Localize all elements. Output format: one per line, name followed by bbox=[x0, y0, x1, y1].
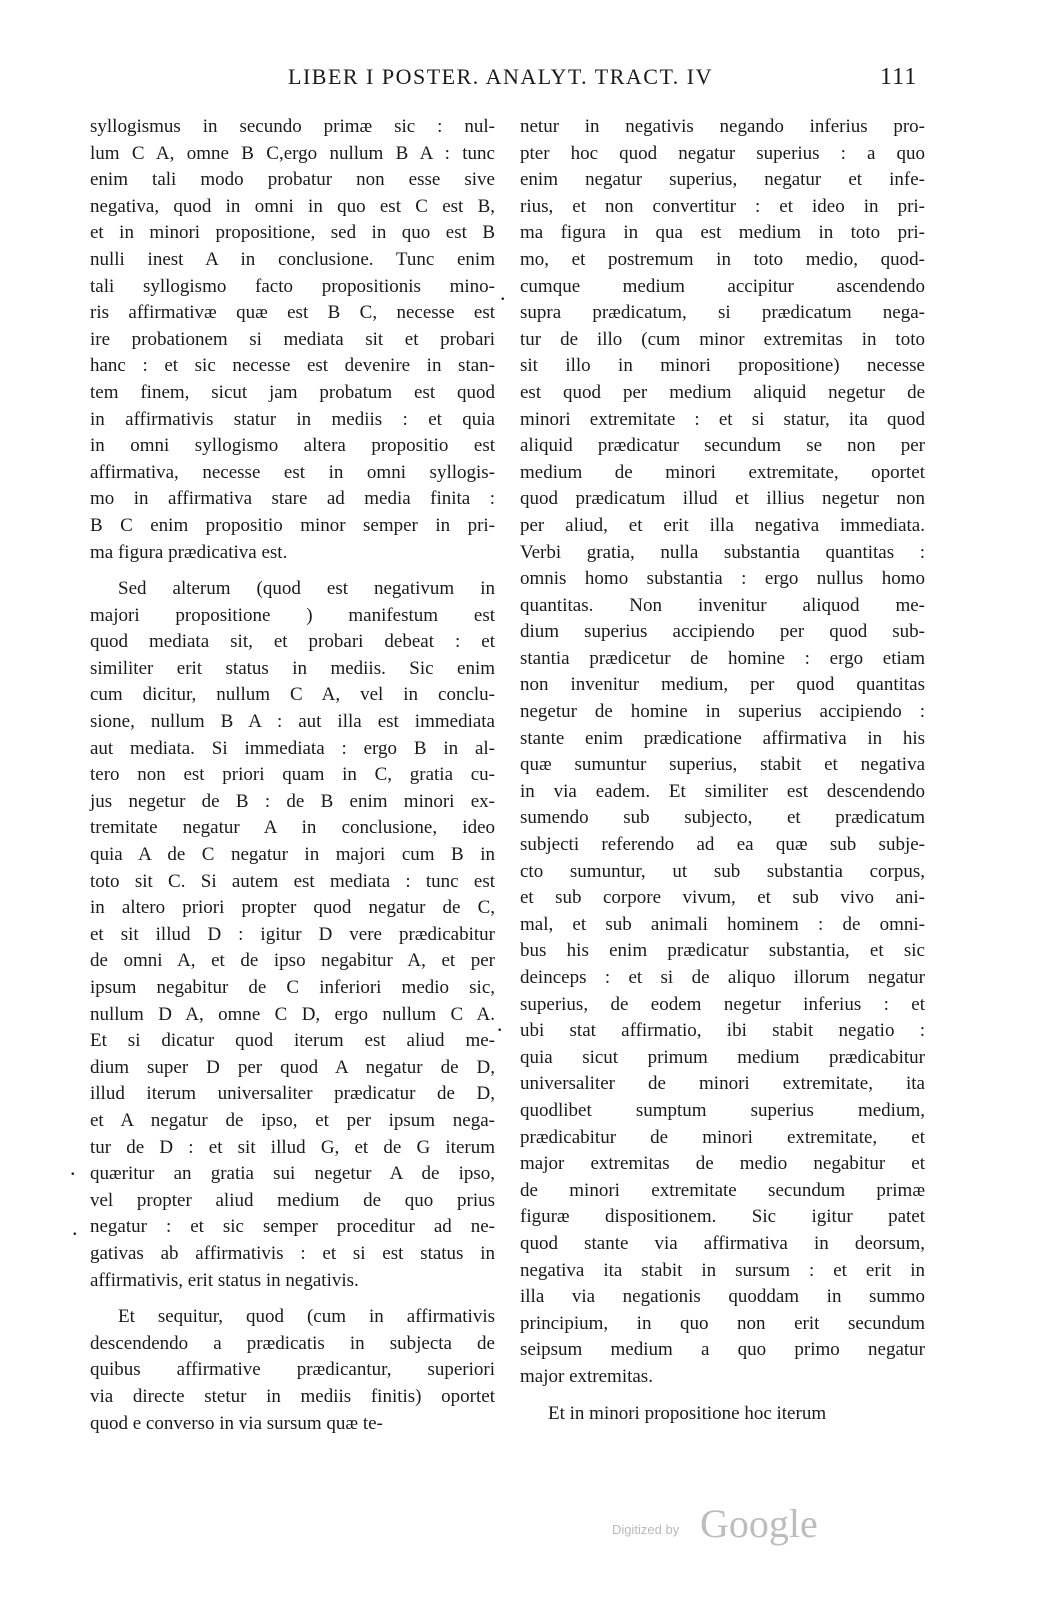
text-line: ris affirmativæ quæ est B C, necesse est bbox=[90, 302, 495, 324]
text-line: non invenitur medium, per quod quantitas bbox=[520, 674, 925, 696]
text-line: stante enim prædicatione affirmativa in his bbox=[520, 727, 925, 749]
text-line: aut mediata. Si immediata : ergo B in al- bbox=[90, 737, 495, 759]
text-line: ubi stat affirmatio, ibi stabit negatio : bbox=[520, 1020, 925, 1042]
google-logo: Google bbox=[700, 1501, 818, 1546]
text-line: Et in minori propositione hoc iterum bbox=[548, 1402, 827, 1424]
text-line: deinceps : et si de aliquo illorum negatur bbox=[520, 967, 925, 988]
text-line: gativas ab affirmativis : et si est status in bbox=[90, 1242, 495, 1264]
text-line: et sub corpore vivum, et sub vivo ani- bbox=[520, 887, 925, 909]
page-header bbox=[0, 64, 1061, 98]
paragraph bbox=[90, 114, 495, 566]
text-line: ipsum negabitur de C inferiori medio sic, bbox=[90, 977, 495, 998]
digitization-watermark bbox=[0, 1500, 1061, 1560]
text-line: mo, et postremum in toto medio, quod- bbox=[520, 248, 925, 270]
text-line: toto sit C. Si autem est mediata : tunc est bbox=[90, 870, 495, 892]
text-line: universaliter de minori extremitate, ita bbox=[520, 1073, 925, 1095]
text-line: nulli inest A in conclusione. Tunc enim bbox=[90, 248, 495, 270]
text-line: cto sumuntur, ut sub substantia corpus, bbox=[520, 860, 925, 882]
text-line: enim negatur superius, negatur et infe- bbox=[520, 169, 925, 191]
text-line: quod stante via affirmativa in deorsum, bbox=[520, 1232, 925, 1254]
paragraph-gap bbox=[520, 1391, 925, 1401]
text-line: dium superius accipiendo per quod sub- bbox=[520, 621, 925, 643]
text-line: in affirmativis statur in mediis : et quia bbox=[90, 408, 495, 430]
text-line: dium super D per quod A negatur de D, bbox=[90, 1056, 495, 1078]
text-line: illud iterum universaliter prædicatur de D, bbox=[90, 1083, 495, 1105]
text-line: pter hoc quod negatur superius : a quo bbox=[520, 142, 925, 164]
text-line: quibus affirmative prædicantur, superiori bbox=[90, 1359, 495, 1381]
text-line: descendendo a prædicatis in subjecta de bbox=[90, 1332, 495, 1354]
margin-mark: . bbox=[497, 1011, 503, 1036]
text-line: et sit illud D : igitur D vere prædicabitur bbox=[90, 923, 495, 945]
text-line: supra prædicatum, si prædicatum nega- bbox=[520, 302, 925, 324]
text-line: major extremitas. bbox=[520, 1365, 653, 1387]
text-line: quod prædicatum illud et illius negetur non bbox=[520, 488, 925, 510]
text-line: netur in negativis negando inferius pro- bbox=[520, 116, 925, 137]
text-line: quantitas. Non invenitur aliquod me- bbox=[520, 594, 925, 616]
text-line: quodlibet sumptum superius medium, bbox=[520, 1099, 925, 1121]
text-line: Verbi gratia, nulla substantia quantitas : bbox=[520, 541, 925, 563]
text-line: sit illo in minori propositione) necesse bbox=[520, 355, 925, 377]
text-line: Et si dicatur quod iterum est aliud me- bbox=[90, 1030, 495, 1052]
text-line: B C enim propositio minor semper in pri- bbox=[90, 514, 495, 536]
text-line: similiter erit status in mediis. Sic enim bbox=[90, 657, 495, 679]
text-line: de minori extremitate secundum primæ bbox=[520, 1179, 925, 1201]
text-line: sumendo sub subjecto, et prædicatum bbox=[520, 807, 925, 829]
text-line: mal, et sub animali hominem : de omni- bbox=[520, 913, 925, 935]
text-line: cum dicitur, nullum C A, vel in conclu- bbox=[90, 684, 495, 706]
text-line: tur de illo (cum minor extremitas in toto bbox=[520, 328, 925, 350]
text-line: via directe stetur in mediis finitis) oportet bbox=[90, 1385, 495, 1407]
paragraph-gap bbox=[90, 1294, 495, 1304]
text-line: et in minori propositione, sed in quo est B bbox=[90, 222, 495, 244]
text-line: tur de D : et sit illud G, et de G iterum bbox=[90, 1136, 495, 1158]
digitized-by-label: Digitized by bbox=[612, 1522, 680, 1537]
text-line: omnis homo substantia : ergo nullus homo bbox=[520, 568, 925, 590]
text-line: bus his enim prædicatur substantia, et sic bbox=[520, 940, 925, 962]
text-line: medium de minori extremitate, oportet bbox=[520, 461, 925, 483]
text-line: quod e converso in via sursum quæ te- bbox=[90, 1412, 383, 1434]
margin-mark: . bbox=[70, 1155, 76, 1180]
text-line: et A negatur de ipso, et per ipsum nega- bbox=[90, 1109, 495, 1131]
paragraph bbox=[90, 576, 495, 1294]
text-line: in omni syllogismo altera propositio est bbox=[90, 435, 495, 457]
text-line: sione, nullum B A : aut illa est immediata bbox=[90, 711, 495, 733]
text-line: rius, et non convertitur : et ideo in pri- bbox=[520, 195, 925, 217]
text-line: subjecti referendo ad ea quæ sub subje- bbox=[520, 834, 925, 856]
text-line: negetur de homine in superius accipiendo : bbox=[520, 701, 925, 723]
text-line: prædicabitur de minori extremitate, et bbox=[520, 1126, 925, 1148]
text-line: Et sequitur, quod (cum in affirmativis bbox=[118, 1306, 495, 1328]
margin-mark: . bbox=[500, 280, 506, 305]
text-line: seipsum medium a quo primo negatur bbox=[520, 1339, 925, 1361]
text-line: quæ sumuntur superius, stabit et negativa bbox=[520, 754, 925, 776]
text-line: ire probationem si mediata sit et probari bbox=[90, 328, 495, 350]
right-column bbox=[520, 114, 925, 1427]
text-line: minori extremitate : et si statur, ita quod bbox=[520, 408, 925, 430]
text-line: hanc : et sic necesse est devenire in stan- bbox=[90, 355, 495, 377]
margin-mark: . bbox=[72, 1215, 78, 1240]
text-line: negativa, quod in omni in quo est C est B, bbox=[90, 195, 495, 217]
paragraph bbox=[520, 1401, 925, 1428]
text-line: stantia prædicetur de homine : ergo etiam bbox=[520, 647, 925, 669]
text-line: est quod per medium aliquid negetur de bbox=[520, 381, 925, 403]
text-line: ma figura in qua est medium in toto pri- bbox=[520, 222, 925, 244]
text-line: quod mediata sit, et probari debeat : et bbox=[90, 631, 495, 653]
text-line: quæritur an gratia sui negetur A de ipso, bbox=[90, 1163, 495, 1185]
text-line: cumque medium accipitur ascendendo bbox=[520, 275, 925, 297]
left-column bbox=[90, 114, 495, 1437]
text-line: affirmativa, necesse est in omni syllogis- bbox=[90, 461, 495, 483]
text-line: mo in affirmativa stare ad media finita : bbox=[90, 488, 495, 510]
paragraph-gap bbox=[90, 566, 495, 576]
text-line: Sed alterum (quod est negativum in bbox=[118, 578, 495, 600]
text-line: in altero priori propter quod negatur de C, bbox=[90, 897, 495, 919]
text-line: in via eadem. Et similiter est descendendo bbox=[520, 780, 925, 802]
text-line: vel propter aliud medium de quo prius bbox=[90, 1189, 495, 1211]
text-line: quia sicut primum medium prædicabitur bbox=[520, 1046, 925, 1068]
text-line: majori propositione ) manifestum est bbox=[90, 604, 495, 626]
text-line: per aliud, et erit illa negativa immediata. bbox=[520, 514, 925, 536]
text-line: affirmativis, erit status in negativis. bbox=[90, 1269, 359, 1291]
text-line: principium, in quo non erit secundum bbox=[520, 1312, 925, 1334]
text-line: ma figura prædicativa est. bbox=[90, 541, 288, 563]
text-line: major extremitas de medio negabitur et bbox=[520, 1153, 925, 1175]
paragraph bbox=[520, 114, 925, 1391]
text-line: quia A de C negatur in majori cum B in bbox=[90, 844, 495, 866]
running-head: LIBER I POSTER. ANALYT. TRACT. IV bbox=[288, 64, 713, 89]
text-line: enim tali modo probatur non esse sive bbox=[90, 169, 495, 191]
page-number: 111 bbox=[880, 64, 918, 90]
text-line: de omni A, et de ipso negabitur A, et per bbox=[90, 950, 495, 972]
text-line: negativa ita stabit in sursum : et erit in bbox=[520, 1259, 925, 1281]
text-line: tem finem, sicut jam probatum est quod bbox=[90, 381, 495, 403]
text-line: figuræ dispositionem. Sic igitur patet bbox=[520, 1206, 925, 1228]
text-line: aliquid prædicatur secundum se non per bbox=[520, 435, 925, 457]
text-line: superius, de eodem negetur inferius : et bbox=[520, 993, 925, 1015]
paragraph bbox=[90, 1304, 495, 1437]
text-line: tali syllogismo facto propositionis mino- bbox=[90, 275, 495, 297]
text-line: jus negetur de B : de B enim minori ex- bbox=[90, 790, 495, 812]
text-line: syllogismus in secundo primæ sic : nul- bbox=[90, 116, 495, 137]
text-line: tremitate negatur A in conclusione, ideo bbox=[90, 817, 495, 839]
text-line: nullum D A, omne C D, ergo nullum C A. bbox=[90, 1003, 495, 1025]
text-line: illa via negationis quoddam in summo bbox=[520, 1286, 925, 1308]
text-line: negatur : et sic semper proceditur ad ne- bbox=[90, 1216, 495, 1238]
text-line: tero non est priori quam in C, gratia cu- bbox=[90, 764, 495, 786]
text-line: lum C A, omne B C,ergo nullum B A : tunc bbox=[90, 142, 495, 164]
